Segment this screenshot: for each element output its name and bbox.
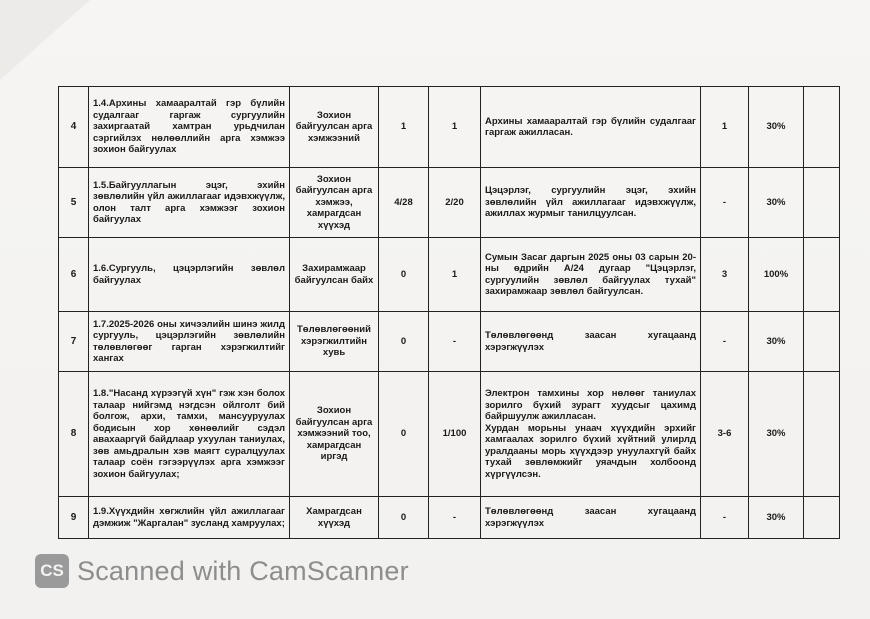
percent-value: 30%: [749, 87, 804, 168]
score-value: -: [701, 312, 749, 372]
empty-cell: [804, 168, 840, 238]
activity-description: 1.6.Сургууль, цэцэрлэгийн зөвлөл байгуулах: [89, 238, 290, 312]
row-number: 4: [59, 87, 89, 168]
score-value: 1: [701, 87, 749, 168]
percent-value: 100%: [749, 238, 804, 312]
watermark-text: Scanned with CamScanner: [77, 555, 409, 586]
empty-cell: [804, 497, 840, 539]
measure-indicator: Хамрагдсан хүүхэд: [290, 497, 379, 539]
baseline-value: 4/28: [379, 168, 429, 238]
table-row: [59, 372, 840, 497]
table-row: [59, 312, 840, 372]
empty-cell: [804, 312, 840, 372]
plan-table: [58, 86, 840, 539]
row-number: 5: [59, 168, 89, 238]
percent-value: 30%: [749, 372, 804, 497]
score-value: 3-6: [701, 372, 749, 497]
camscanner-watermark: [35, 551, 409, 591]
measure-indicator: Зохион байгуулсан арга хэмжээний тоо, хамрагдсан иргэд: [290, 372, 379, 497]
row-number: 8: [59, 372, 89, 497]
result-text: Төлөвлөгөөнд заасан хугацаанд хэрэгжүүлэх: [481, 312, 701, 372]
activity-description: 1.8."Насанд хүрээгүй хүн" гэж хэн болох талаар нийгэмд нэгдсэн ойлголт бий болгож, архи, тамхи, мансууруулах бодисын хор хөнөөлийг сэдэл авахааргүй байдлаар ухуулан таниулах, зөв амьдралын хэв маягт суралцуулах талаар соён гэгээрүүлэх арга хэмжээг зохион байгуулах;: [89, 372, 290, 497]
result-text: [481, 372, 701, 497]
activity-description: 1.4.Архины хамааралтай гэр бүлийн судалгааг гаргаж сургуулийн захиргаатай хамтран урьдчилан сэргийлэх нөлөөллийн арга хэмжээ зохион байгуулах: [89, 87, 290, 168]
activity-description: 1.9.Хүүхдийн хөгжлийн үйл ажиллагааг дэмжиж "Жаргалан" зусланд хамруулах;: [89, 497, 290, 539]
baseline-value: 0: [379, 372, 429, 497]
result-text: Төлөвлөгөөнд заасан хугацаанд хэрэгжүүлэх: [481, 497, 701, 539]
camscanner-logo: CS: [35, 554, 69, 588]
empty-cell: [804, 238, 840, 312]
target-value: -: [429, 312, 481, 372]
percent-value: 30%: [749, 312, 804, 372]
table-row: [59, 238, 840, 312]
measure-indicator: Төлөвлөгөөний хэрэгжилтийн хувь: [290, 312, 379, 372]
table-row: [59, 168, 840, 238]
result-line: Хурдан морьны унаач хүүхдийн эрхийг хамгаалах зорилго бүхий хүйтний улирлд уралдааны морь хүүхдээр унуулахгүй байх тухай зөвлөмжийг уяачдын холбоонд хүргүүлсэн.: [485, 422, 696, 480]
baseline-value: 0: [379, 497, 429, 539]
score-value: -: [701, 497, 749, 539]
result-text: Сумын Засаг даргын 2025 оны 03 сарын 20-ны өдрийн А/24 дугаар "Цэцэрлэг, сургуулийн зөвлөл байгуулах тухай" захирамжаар зөвлөл байгуулсан.: [481, 238, 701, 312]
page-fold-shadow: [0, 0, 90, 80]
target-value: 1: [429, 87, 481, 168]
target-value: -: [429, 497, 481, 539]
row-number: 7: [59, 312, 89, 372]
percent-value: 30%: [749, 168, 804, 238]
empty-cell: [804, 372, 840, 497]
score-value: 3: [701, 238, 749, 312]
empty-cell: [804, 87, 840, 168]
result-text: Цэцэрлэг, сургуулийн эцэг, эхийн зөвлөлийн үйл ажиллагааг идэвхжүүлж, ажиллах журмыг танилцуулсан.: [481, 168, 701, 238]
measure-indicator: Зохион байгуулсан арга хэмжээний: [290, 87, 379, 168]
row-number: 6: [59, 238, 89, 312]
measure-indicator: Захирамжаар байгуулсан байх: [290, 238, 379, 312]
table-row: [59, 87, 840, 168]
target-value: 1/100: [429, 372, 481, 497]
baseline-value: 0: [379, 238, 429, 312]
activity-description: 1.5.Байгууллагын эцэг, эхийн зөвлөлийн үйл ажиллагааг идэвхжүүлж, олон талт арга хэмжээг зохион байгуулах: [89, 168, 290, 238]
table-row: [59, 497, 840, 539]
activity-description: 1.7.2025-2026 оны хичээлийн шинэ жилд сургууль, цэцэрлэгийн зөвлөлийн төлөвлөгөөг гарган хэрэгжилтийг хангах: [89, 312, 290, 372]
target-value: 1: [429, 238, 481, 312]
percent-value: 30%: [749, 497, 804, 539]
result-text: Архины хамааралтай гэр бүлийн судалгааг гаргаж ажилласан.: [481, 87, 701, 168]
baseline-value: 1: [379, 87, 429, 168]
target-value: 2/20: [429, 168, 481, 238]
baseline-value: 0: [379, 312, 429, 372]
measure-indicator: Зохион байгуулсан арга хэмжээ, хамрагдсан хүүхэд: [290, 168, 379, 238]
score-value: -: [701, 168, 749, 238]
row-number: 9: [59, 497, 89, 539]
result-line: Электрон тамхины хор нөлөөг таниулах зорилго бүхий зурагт хуудсыг цахимд байршуулж ажилласан.: [485, 388, 696, 422]
